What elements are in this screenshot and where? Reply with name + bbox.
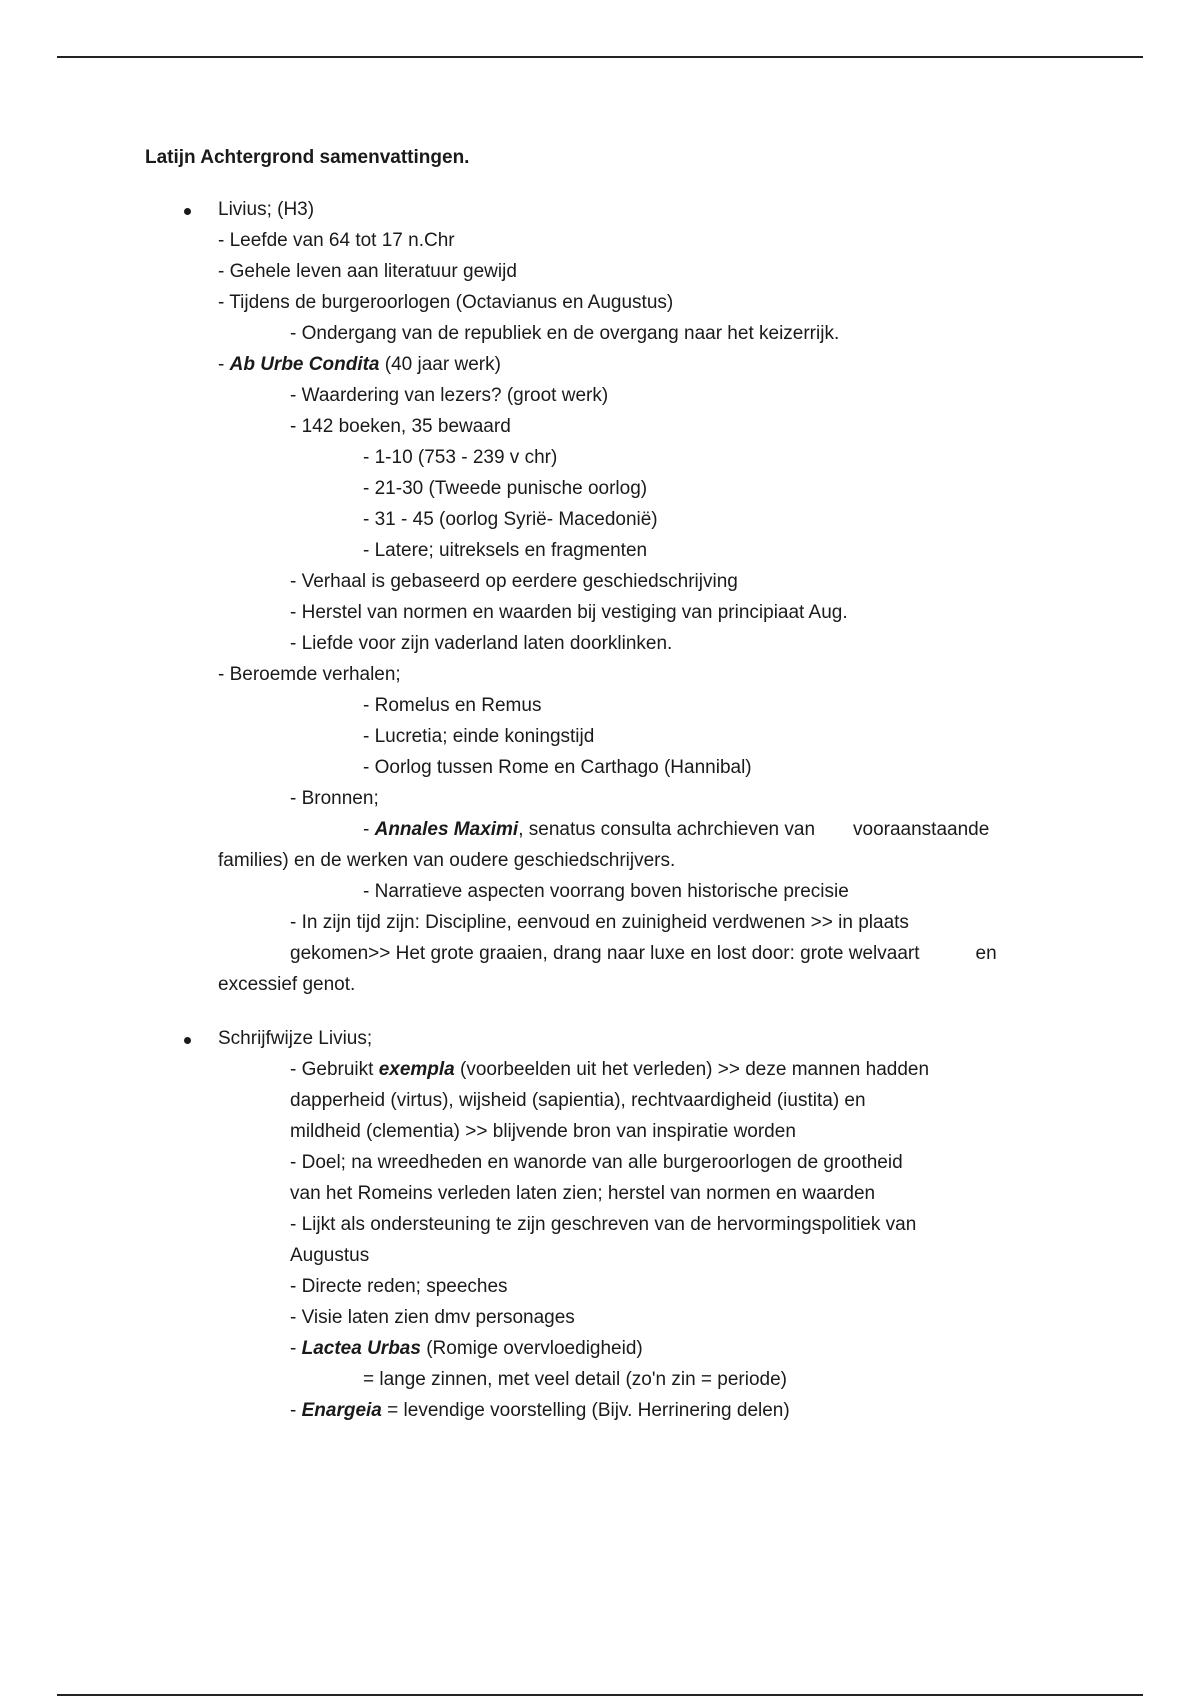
- document-title: Latijn Achtergrond samenvattingen.: [145, 147, 470, 168]
- list-item: mildheid (clementia) >> blijvende bron van inspiratie worden: [290, 1121, 796, 1142]
- list-item: - Ondergang van de republiek en de overgang naar het keizerrijk.: [290, 323, 840, 344]
- list-item: - Lactea Urbas (Romige overvloedigheid): [290, 1338, 643, 1359]
- work-title: Ab Urbe Condita: [229, 354, 380, 375]
- list-item: Augustus: [290, 1245, 370, 1266]
- list-item: dapperheid (virtus), wijsheid (sapientia), rechtvaardigheid (iustita) en: [290, 1090, 866, 1111]
- list-item: - Enargeia = levendige voorstelling (Bijv. Herrinering delen): [290, 1400, 790, 1421]
- list-item: - Lucretia; einde koningstijd: [363, 726, 595, 747]
- list-item: - 31 - 45 (oorlog Syrië- Macedonië): [363, 509, 658, 530]
- list-item: - 1-10 (753 - 239 v chr): [363, 447, 558, 468]
- list-item: - In zijn tijd zijn: Discipline, eenvoud en zuinigheid verdwenen >> in plaats: [290, 912, 909, 933]
- list-item: - 21-30 (Tweede punische oorlog): [363, 478, 648, 499]
- section-heading-livius: Livius; (H3): [218, 199, 315, 220]
- list-item: van het Romeins verleden laten zien; herstel van normen en waarden: [290, 1183, 876, 1204]
- list-item: - Gebruikt exempla (voorbeelden uit het verleden) >> deze mannen hadden: [290, 1059, 930, 1080]
- footer-rule: [57, 1694, 1143, 1696]
- list-item: - 142 boeken, 35 bewaard: [290, 416, 511, 437]
- list-item: gekomen>> Het grote graaien, drang naar luxe en lost door: grote welvaart en: [290, 943, 997, 964]
- list-item: - Visie laten zien dmv personages: [290, 1307, 575, 1328]
- bullet-icon: [184, 208, 191, 215]
- header-rule: [57, 56, 1143, 58]
- list-item: - Liefde voor zijn vaderland laten doorklinken.: [290, 633, 673, 654]
- list-item: - Beroemde verhalen;: [218, 664, 401, 685]
- list-item: = lange zinnen, met veel detail (zo'n zin = periode): [363, 1369, 787, 1390]
- list-item: - Verhaal is gebaseerd op eerdere geschiedschrijving: [290, 571, 738, 592]
- list-item: - Lijkt als ondersteuning te zijn geschreven van de hervormingspolitiek van: [290, 1214, 917, 1235]
- list-item: - Ab Urbe Condita (40 jaar werk): [218, 354, 501, 375]
- list-item: - Directe reden; speeches: [290, 1276, 508, 1297]
- list-item: - Narratieve aspecten voorrang boven historische precisie: [363, 881, 849, 902]
- list-item: - Oorlog tussen Rome en Carthago (Hannibal): [363, 757, 752, 778]
- list-item: families) en de werken van oudere geschiedschrijvers.: [218, 850, 676, 871]
- list-item: - Bronnen;: [290, 788, 379, 809]
- list-item: - Waardering van lezers? (groot werk): [290, 385, 609, 406]
- bullet-icon: [184, 1037, 191, 1044]
- list-item: excessief genot.: [218, 974, 356, 995]
- list-item: - Annales Maximi, senatus consulta achrchieven van vooraanstaande: [363, 819, 990, 840]
- list-item: - Tijdens de burgeroorlogen (Octavianus en Augustus): [218, 292, 674, 313]
- source-title: Annales Maximi: [374, 819, 519, 840]
- list-item: - Herstel van normen en waarden bij vestiging van principiaat Aug.: [290, 602, 848, 623]
- term-exempla: exempla: [378, 1059, 455, 1080]
- list-item: - Leefde van 64 tot 17 n.Chr: [218, 230, 455, 251]
- section-heading-schrijfwijze: Schrijfwijze Livius;: [218, 1028, 373, 1049]
- term-lactea-urbas: Lactea Urbas: [301, 1338, 421, 1359]
- list-item: - Doel; na wreedheden en wanorde van alle burgeroorlogen de grootheid: [290, 1152, 903, 1173]
- list-item: - Gehele leven aan literatuur gewijd: [218, 261, 517, 282]
- list-item: - Romelus en Remus: [363, 695, 542, 716]
- term-enargeia: Enargeia: [301, 1400, 382, 1421]
- list-item: - Latere; uitreksels en fragmenten: [363, 540, 648, 561]
